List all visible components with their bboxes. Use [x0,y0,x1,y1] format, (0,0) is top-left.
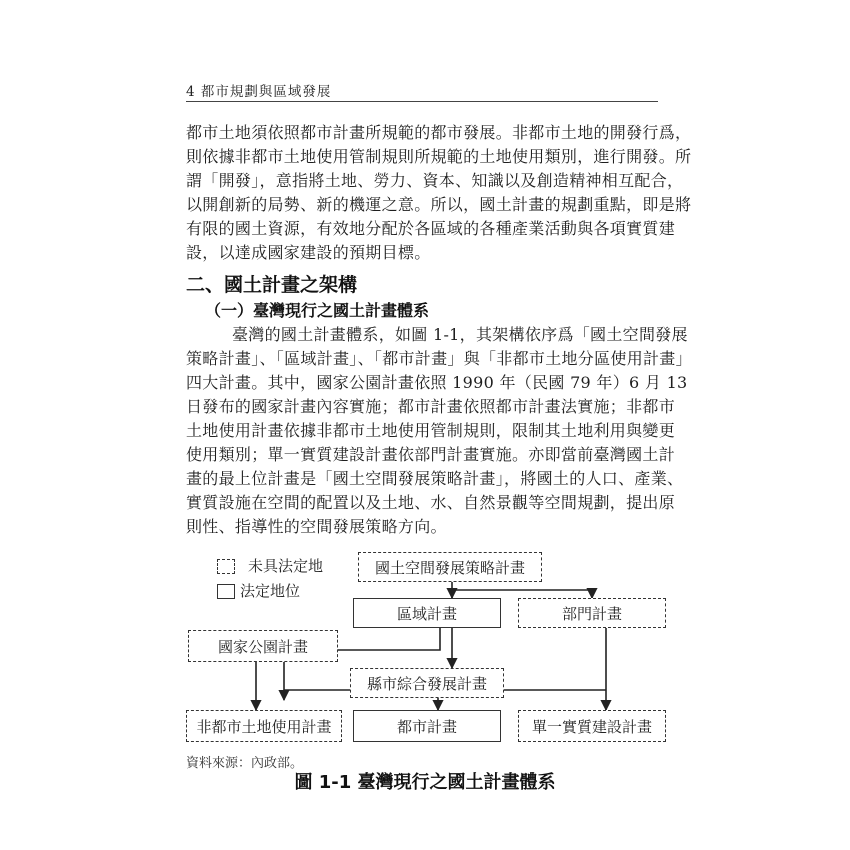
figure-source: 資料來源：內政部。 [186,756,304,771]
paragraph-1-line: 有限的國土資源，有效地分配於各區域的各種產業活動與各項實質建 [186,219,676,238]
box-non-urban-land-plan: 非都市土地使用計畫 [186,710,342,742]
paragraph-2-line: 畫的最上位計畫是「國土空間發展策略計畫」，將國土的人口、產業、 [186,469,684,488]
running-header: 4 都市規劃與區域發展 [186,84,332,100]
paragraph-2-line: 使用類別；單一實質建設計畫依部門計畫實施。亦即當前臺灣國土計 [186,445,676,464]
box-national-spatial-plan: 國土空間發展策略計畫 [358,552,542,582]
paragraph-1-line: 都市土地須依照都市計畫所規範的都市發展。非都市土地的開發行爲， [186,123,692,142]
paragraph-2-line: 臺灣的國土計畫體系，如圖 1-1，其架構依序爲「國土空間發展 [232,325,688,344]
subsection-title: （一）臺灣現行之國土計畫體系 [205,301,430,320]
box-single-project-plan: 單一實質建設計畫 [518,710,666,742]
paragraph-2-line: 策略計畫」、「區域計畫」、「都市計畫」與「非都市土地分區使用計畫」 [186,349,692,368]
legend-non-statutory: 未具法定地 [248,557,324,575]
box-sectoral-plan: 部門計畫 [518,598,666,628]
paragraph-2-line: 日發布的國家計畫內容實施；都市計畫依照都市計畫法實施；非都市 [186,397,676,416]
box-county-plan: 縣市綜合發展計畫 [350,668,504,698]
legend-solid-swatch [217,584,235,599]
box-regional-plan: 區域計畫 [353,598,501,628]
paragraph-1-line: 以開創新的局勢、新的機運之意。所以，國土計畫的規劃重點，即是將 [186,195,692,214]
arrow-to-sectoral [452,590,592,598]
paragraph-1-line: 則依據非都市土地使用管制規則所規範的土地使用類別，進行開發。所 [186,147,692,166]
figure-caption: 圖 1-1 臺灣現行之國土計畫體系 [294,772,556,793]
paragraph-2-line: 土地使用計畫依據非都市土地使用管制規則，限制其土地利用與變更 [186,421,676,440]
paragraph-2-line: 四大計畫。其中，國家公園計畫依照 1990 年（民國 79 年）6 月 13 [186,373,688,392]
box-national-park-plan: 國家公園計畫 [188,630,338,662]
paragraph-1-line: 設，以達成國家建設的預期目標。 [186,243,431,262]
legend-dashed-swatch [217,559,235,574]
paragraph-2-line: 則性、指導性的空間發展策略方向。 [186,517,447,536]
paragraph-1-line: 謂「開發」，意指將土地、勞力、資本、知識以及創造精神相互配合， [186,171,684,190]
section-title: 二、國土計畫之架構 [186,274,358,296]
paragraph-2-line: 實質設施在空間的配置以及土地、水、自然景觀等空間規劃，提出原 [186,493,676,512]
legend-statutory: 法定地位 [240,582,301,600]
box-urban-plan: 都市計畫 [353,710,501,742]
